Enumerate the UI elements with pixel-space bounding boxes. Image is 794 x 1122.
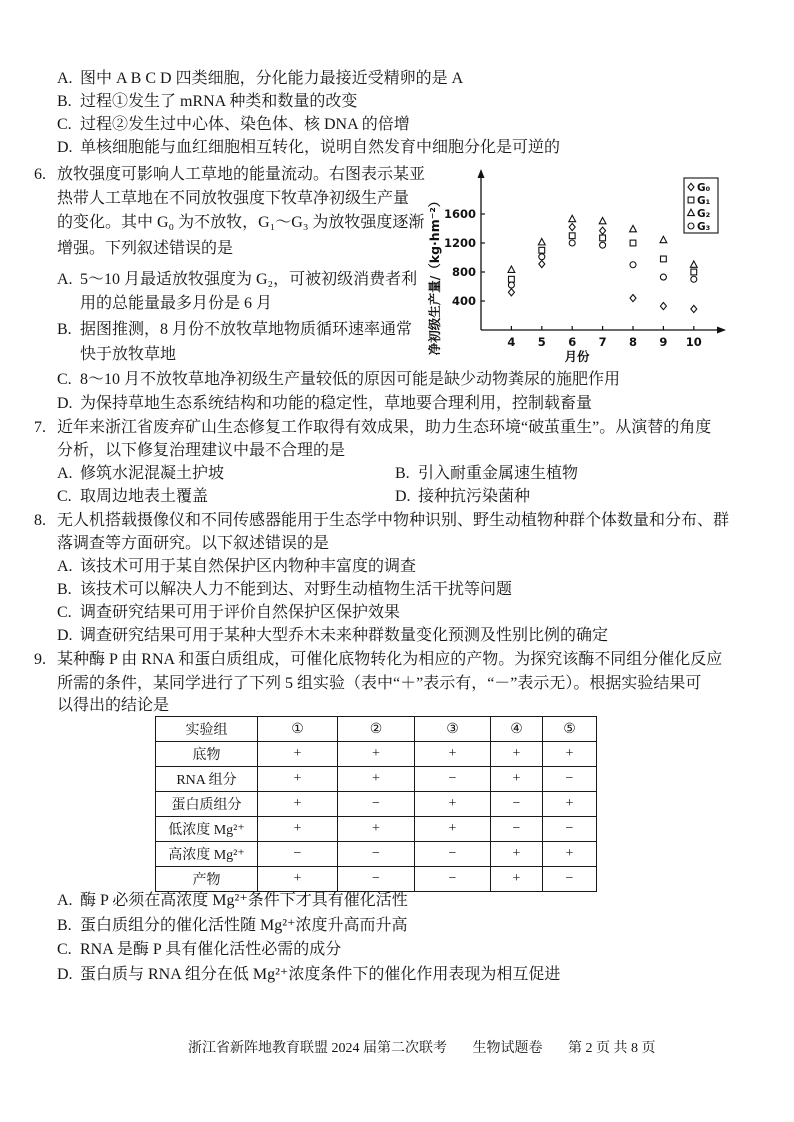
table-cell: +	[258, 742, 338, 767]
q8-option-d-letter: D.	[57, 627, 73, 644]
table-row-label: 高浓度 Mg²⁺	[156, 842, 258, 867]
q6-option-d-text: 为保持草地生态系统结构和功能的稳定性，草地要合理利用，控制载畜量	[80, 395, 593, 412]
table-row	[156, 867, 597, 892]
q6-option-b-text: 快于放牧草地	[80, 346, 177, 363]
data-point-diamond	[660, 302, 666, 309]
y-tick-label: 1200	[443, 236, 476, 251]
table-row-label: RNA 组分	[156, 767, 258, 792]
legend-label: G₃	[697, 221, 711, 233]
table-row	[156, 792, 597, 817]
x-tick-label: 9	[659, 335, 668, 349]
data-point-diamond	[508, 289, 514, 296]
data-point-circle	[660, 274, 666, 280]
q6-option-a-letter: A.	[57, 271, 73, 288]
q9-option-c-letter: C.	[57, 941, 72, 958]
table-cell: −	[415, 767, 491, 792]
footer-page-number: 第 2 页 共 8 页	[568, 1041, 656, 1056]
q5-option-c-text: 过程②发生过中心体、染色体、核 DNA 的倍增	[80, 116, 410, 133]
data-point-square	[509, 276, 515, 282]
data-point-circle	[630, 262, 636, 268]
data-point-diamond	[600, 227, 606, 234]
q5-option-a-text: 图中 A B C D 四类细胞，分化能力最接近受精卵的是 A	[80, 70, 464, 87]
q5-option-b-letter: B.	[57, 93, 72, 110]
table-cell: −	[415, 867, 491, 892]
q6-stem-line: 增强。下列叙述错误的是	[57, 240, 234, 257]
table-cell: +	[491, 842, 543, 867]
q7-option-d-text: 接种抗污染菌种	[418, 488, 531, 505]
q8-option-b-letter: B.	[57, 581, 72, 598]
footer-subject: 生物试题卷	[472, 1041, 543, 1056]
q6-stem-line: 的变化。其中 G₀ 为不放牧，G₁～G₃ 为放牧强度逐渐	[57, 214, 425, 231]
q9-option-a-text: 酶 P 必须在高浓度 Mg²⁺条件下才具有催化活性	[80, 892, 408, 909]
data-point-circle	[691, 276, 697, 282]
q6-option-b-text: 据图推测，8 月份不放牧草地物质循环速率通常	[80, 321, 413, 338]
table-header-cell: ④	[491, 717, 543, 742]
y-axis-arrow	[478, 169, 485, 178]
q5-option-d-text: 单核细胞能与血红细胞相互转化，说明自然发育中细胞分化是可逆的	[80, 139, 561, 156]
q9-number: 9.	[34, 651, 46, 668]
q7-stem-line: 近年来浙江省废弃矿山生态修复工作取得有效成果，助力生态环境“破茧重生”。从演替的角度	[57, 419, 712, 436]
table-cell: +	[491, 742, 543, 767]
data-point-diamond	[630, 295, 636, 302]
q7-option-a-letter: A.	[57, 465, 73, 482]
table-row	[156, 817, 597, 842]
table-cell: −	[338, 867, 415, 892]
q8-number: 8.	[34, 512, 46, 529]
data-point-triangle	[569, 215, 576, 221]
table-cell: −	[491, 792, 543, 817]
x-axis-label: 月份	[564, 349, 590, 364]
q7-stem-line: 分析，以下修复治理建议中最不合理的是	[57, 442, 346, 459]
x-tick-label: 4	[507, 335, 516, 349]
q9-option-d-text: 蛋白质与 RNA 组分在低 Mg²⁺浓度条件下的催化作用表现为相互促进	[80, 966, 561, 983]
q8-stem-line: 落调查等方面研究。以下叙述错误的是	[57, 535, 330, 552]
data-point-diamond	[691, 305, 697, 312]
q8-option-d-text: 调查研究结果可用于某种大型乔木未来种群数量变化预测及性别比例的确定	[80, 627, 609, 644]
table-header-cell: ①	[258, 717, 338, 742]
data-point-diamond	[569, 223, 575, 230]
q6-option-d-letter: D.	[57, 395, 73, 412]
x-tick-label: 5	[537, 335, 546, 349]
data-point-triangle	[630, 225, 637, 231]
x-tick-label: 8	[628, 335, 638, 349]
q8-stem-line: 无人机搭载摄像仪和不同传感器能用于生态学中物种识别、野生动植物种群个体数量和分布、群	[57, 512, 730, 529]
q7-option-b-letter: B.	[395, 465, 410, 482]
data-point-circle	[600, 242, 606, 248]
table-cell: +	[543, 792, 597, 817]
legend-label: G₀	[697, 182, 711, 194]
q8-option-c-text: 调查研究结果可用于评价自然保护区保护效果	[80, 604, 401, 621]
table-cell: +	[543, 842, 597, 867]
table-header-cell: ②	[338, 717, 415, 742]
q8-option-b-text: 该技术可以解决人力不能到达、对野生动植物生活干扰等问题	[80, 581, 513, 598]
q6-number: 6.	[34, 166, 46, 183]
data-point-square	[691, 269, 697, 275]
data-point-triangle	[690, 261, 697, 267]
table-row	[156, 767, 597, 792]
data-point-square	[539, 247, 545, 253]
table-cell: +	[415, 817, 491, 842]
q8-option-a-letter: A.	[57, 558, 73, 575]
y-tick-label: 400	[451, 294, 476, 309]
table-row-label: 产物	[156, 867, 258, 892]
table-row-label: 底物	[156, 742, 258, 767]
x-tick-label: 10	[685, 335, 702, 349]
data-point-circle	[569, 240, 575, 246]
table-row	[156, 842, 597, 867]
q7-option-b-text: 引入耐重金属速生植物	[418, 465, 579, 482]
q6-option-a-text: 5～10 月最适放牧强度为 G₂，可被初级消费者利	[80, 271, 418, 288]
table-cell: +	[258, 792, 338, 817]
q5-option-b-text: 过程①发生了 mRNA 种类和数量的改变	[80, 93, 358, 110]
q9-option-c-text: RNA 是酶 P 具有催化活性必需的成分	[80, 941, 342, 958]
table-cell: +	[543, 742, 597, 767]
table-cell: −	[338, 792, 415, 817]
footer-exam-name: 浙江省新阵地教育联盟 2024 届第二次联考	[188, 1041, 447, 1056]
table-cell: −	[338, 842, 415, 867]
q9-option-b-letter: B.	[57, 917, 72, 934]
y-tick-label: 1600	[443, 207, 476, 222]
q5-option-a-letter: A.	[57, 70, 73, 87]
data-point-circle	[508, 282, 514, 288]
y-tick-label: 800	[451, 265, 476, 280]
page-footer	[188, 1040, 678, 1058]
legend-label: G₂	[697, 208, 711, 220]
q7-option-c-text: 取周边地表土覆盖	[80, 488, 209, 505]
q6-option-c-letter: C.	[57, 371, 72, 388]
table-row	[156, 742, 597, 767]
net-primary-production-chart	[425, 165, 730, 370]
data-point-diamond	[539, 260, 545, 267]
data-point-circle	[539, 254, 545, 260]
table-header-cell: ⑤	[543, 717, 597, 742]
q7-option-d-letter: D.	[395, 488, 411, 505]
q8-option-c-letter: C.	[57, 604, 72, 621]
data-point-square	[630, 240, 636, 246]
table-header-cell: ③	[415, 717, 491, 742]
data-point-triangle	[660, 236, 667, 242]
q9-stem-line: 以得出的结论是	[57, 697, 170, 714]
table-cell: +	[258, 767, 338, 792]
experiment-table	[155, 716, 597, 892]
q6-option-a-text: 用的总能量最多月份是 6 月	[80, 295, 273, 312]
legend-label: G₁	[697, 195, 711, 207]
table-cell: −	[543, 867, 597, 892]
data-point-triangle	[508, 266, 515, 272]
table-cell: +	[415, 792, 491, 817]
table-cell: −	[543, 817, 597, 842]
q9-stem-line: 某种酶 P 由 RNA 和蛋白质组成，可催化底物转化为相应的产物。为探究该酶不同组分催化反应	[57, 651, 723, 668]
table-cell: +	[338, 742, 415, 767]
q6-stem-line: 热带人工草地在不同放牧强度下牧草净初级生产量	[57, 190, 410, 207]
legend-marker-square	[688, 197, 694, 203]
table-cell: +	[415, 742, 491, 767]
table-cell: −	[543, 767, 597, 792]
x-tick-label: 6	[568, 335, 577, 349]
table-header-cell: 实验组	[156, 717, 258, 742]
data-point-square	[569, 233, 575, 239]
legend-marker-circle	[688, 223, 694, 229]
data-point-triangle	[538, 238, 545, 244]
x-tick-label: 7	[598, 335, 607, 349]
table-cell: −	[258, 842, 338, 867]
q7-option-c-letter: C.	[57, 488, 72, 505]
q7-number: 7.	[34, 419, 46, 436]
table-row-label: 低浓度 Mg²⁺	[156, 817, 258, 842]
q7-option-a-text: 修筑水泥混凝土护坡	[80, 465, 225, 482]
q8-option-a-text: 该技术可用于某自然保护区内物种丰富度的调查	[80, 558, 417, 575]
table-header-row	[156, 717, 597, 742]
data-point-square	[600, 235, 606, 241]
data-point-triangle	[599, 217, 606, 223]
table-cell: +	[491, 867, 543, 892]
q6-option-c-text: 8～10 月不放牧草地净初级生产量较低的原因可能是缺少动物粪尿的施肥作用	[80, 371, 621, 388]
q5-option-c-letter: C.	[57, 116, 72, 133]
q9-option-d-letter: D.	[57, 966, 73, 983]
table-cell: −	[415, 842, 491, 867]
table-cell: +	[258, 817, 338, 842]
q9-option-a-letter: A.	[57, 892, 73, 909]
table-row-label: 蛋白质组分	[156, 792, 258, 817]
x-axis-arrow	[717, 327, 726, 334]
table-cell: +	[338, 767, 415, 792]
y-axis-label: 净初级生产量/（kg·hm⁻²）	[427, 194, 442, 356]
q9-stem-line: 所需的条件，某同学进行了下列 5 组实验（表中“＋”表示有，“－”表示无）。根据实验结果可	[57, 675, 702, 692]
data-point-square	[661, 256, 667, 262]
table-cell: −	[491, 817, 543, 842]
q9-option-b-text: 蛋白质组分的催化活性随 Mg²⁺浓度升高而升高	[80, 917, 408, 934]
table-cell: +	[491, 767, 543, 792]
table-cell: +	[338, 817, 415, 842]
q6-option-b-letter: B.	[57, 321, 72, 338]
table-cell: +	[258, 867, 338, 892]
q5-option-d-letter: D.	[57, 139, 73, 156]
q6-stem-line: 放牧强度可影响人工草地的能量流动。右图表示某亚	[57, 166, 426, 183]
